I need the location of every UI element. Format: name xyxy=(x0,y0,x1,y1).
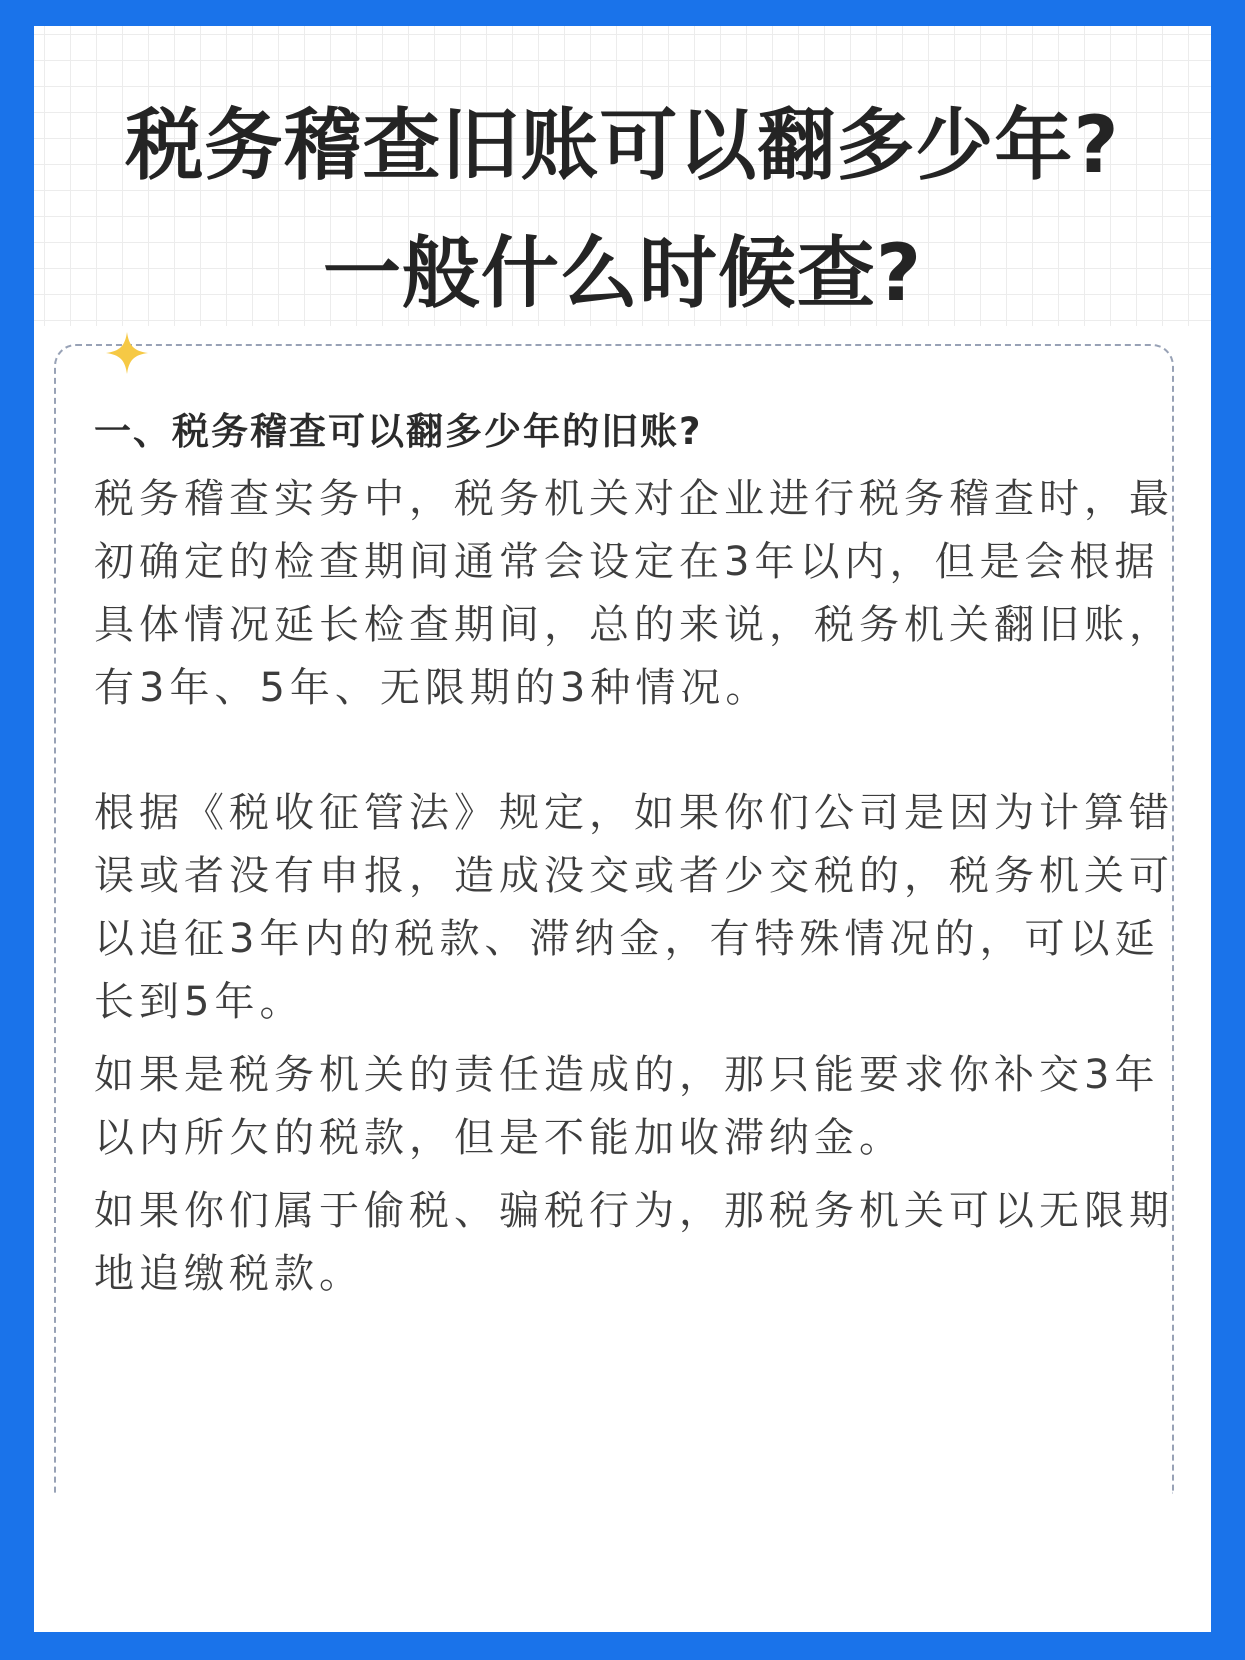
page-title xyxy=(34,82,1211,338)
paragraph-3: 如果是税务机关的责任造成的，那只能要求你补交3年以内所欠的税款，但是不能加收滞纳金。 xyxy=(94,1052,1160,1161)
article-body xyxy=(94,406,1184,1306)
section-heading: 一、税务稽查可以翻多少年的旧账? xyxy=(94,410,703,453)
title-header xyxy=(34,26,1211,326)
page-frame xyxy=(34,26,1211,1632)
title-line-2: 一般什么时候查? xyxy=(322,229,923,319)
title-line-1: 税务稽查旧账可以翻多少年? xyxy=(125,101,1120,191)
paragraph-2: 根据《税收征管法》规定，如果你们公司是因为计算错误或者没有申报，造成没交或者少交税的，税务机关可以追征3年内的税款、滞纳金，有特殊情况的，可以延长到5年。 xyxy=(94,790,1174,1025)
paragraph-4: 如果你们属于偷税、骗税行为，那税务机关可以无限期地追缴税款。 xyxy=(94,1188,1174,1297)
paragraph-1: 税务稽查实务中，税务机关对企业进行税务稽查时，最初确定的检查期间通常会设定在3年以内，但是会根据具体情况延长检查期间，总的来说，税务机关翻旧账，有3年、5年、无限期的3种情况。 xyxy=(94,476,1174,711)
sparkle-icon xyxy=(104,330,150,376)
